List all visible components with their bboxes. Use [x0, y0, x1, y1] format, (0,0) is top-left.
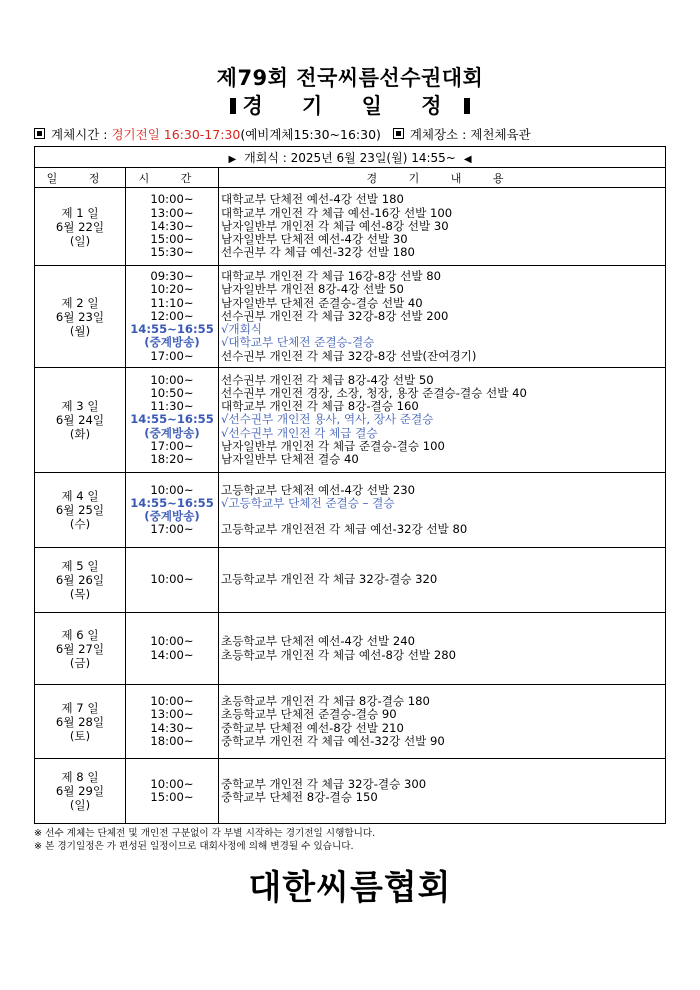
day-label-line: 6월 22일: [55, 219, 105, 234]
match-content: 중학교부 개인전 각 체급 32강-결승 300: [221, 776, 427, 791]
day-label-line: 제 2 일: [61, 295, 99, 310]
match-content: 초등학교부 개인전 각 체급 예선-8강 선발 280: [221, 647, 456, 662]
content-cell: [219, 685, 666, 759]
content-cell: [219, 548, 666, 613]
match-content: √개회식: [221, 322, 262, 337]
square-bullet-icon: [34, 128, 45, 139]
match-time: 10:00~: [150, 482, 194, 497]
organization-name: 대한씨름협회: [248, 868, 452, 908]
match-content: 중학교부 단체전 예선-8강 선발 210: [221, 720, 404, 735]
day-label-line: 6월 25일: [55, 503, 105, 517]
left-triangle-icon: ◀: [463, 153, 472, 165]
day-row: [35, 266, 666, 368]
match-content: √고등학교부 단체전 준결승 – 결승: [221, 495, 395, 510]
match-time: 10:00~: [150, 572, 194, 587]
match-content: 중학교부 개인전 각 체급 예선-32강 선발 90: [221, 733, 445, 748]
match-content: 남자일반부 개인전 8강-4강 선발 50: [221, 282, 404, 297]
content-cell: [219, 266, 666, 368]
day-label-line: 6월 27일: [55, 641, 105, 656]
day-row: [35, 759, 666, 824]
match-time: (중계방송): [144, 425, 200, 440]
weigh-in-info: [34, 125, 674, 143]
match-time: (중계방송): [144, 509, 200, 523]
weigh-backup-time: (예비계체15:30~16:30): [240, 127, 381, 142]
day-row: [35, 188, 666, 266]
match-content: 선수권부 개인전 경장, 소장, 청장, 용장 준결승-결승 선발 40: [221, 385, 527, 400]
match-time: 14:30~: [150, 720, 194, 735]
match-time: 10:20~: [150, 282, 194, 297]
match-content: 초등학교부 단체전 예선-4강 선발 240: [221, 634, 416, 649]
match-time: 15:00~: [150, 790, 194, 804]
content-cell: [219, 613, 666, 685]
match-content: √대학교부 단체전 준결승-결승: [221, 335, 375, 350]
header-day: 일 정: [35, 168, 126, 188]
subtitle-text: 경 기 일 정: [242, 94, 458, 118]
venue-label: 계체장소 :: [409, 127, 467, 142]
time-cell: [126, 368, 219, 473]
match-time: 13:00~: [150, 707, 194, 722]
match-time: (중계방송): [144, 335, 200, 350]
match-time: 14:30~: [150, 218, 194, 233]
match-time: 18:00~: [150, 733, 194, 748]
left-block-icon: [230, 98, 236, 114]
match-content: 고등학교부 단체전 예선-4강 선발 230: [221, 482, 416, 497]
time-cell: [126, 473, 219, 548]
day-label-line: 6월 29일: [55, 784, 105, 798]
table-header: [35, 168, 666, 188]
opening-ceremony-row: [35, 147, 666, 168]
match-content: 선수권부 개인전 각 체급 32강-8강 선발 200: [221, 308, 449, 323]
match-content: 대학교부 개인전 각 체급 8강-결승 160: [221, 399, 419, 414]
match-content: 남자일반부 단체전 예선-4강 선발 30: [221, 232, 408, 247]
match-content: 대학교부 개인전 각 체급 예선-16강 선발 100: [221, 205, 453, 220]
day-row: [35, 685, 666, 759]
match-time: 15:00~: [150, 232, 194, 247]
day-label-line: (토): [69, 728, 91, 743]
content-cell: [219, 759, 666, 824]
match-content: 초등학교부 개인전 각 체급 8강-결승 180: [221, 694, 430, 709]
time-cell: [126, 266, 219, 368]
weigh-time-label: 계체시간 :: [51, 127, 108, 142]
day-label: [35, 266, 126, 368]
match-content: 중학교부 단체전 8강-결승 150: [221, 790, 378, 804]
header-time: 시 간: [126, 168, 219, 188]
weigh-time-value: 경기전일 16:30-17:30: [111, 127, 241, 142]
match-time: 10:00~: [150, 776, 194, 791]
day-label-line: 제 3 일: [61, 399, 99, 413]
content-cell: [219, 473, 666, 548]
match-content: 초등학교부 단체전 준결승-결승 90: [221, 707, 397, 722]
match-time: 10:00~: [150, 372, 194, 387]
day-label: [35, 368, 126, 473]
day-label-line: (일): [69, 233, 91, 248]
match-time: 18:20~: [150, 452, 194, 466]
content-cell: [219, 368, 666, 473]
header-content: 경 기 내 용: [219, 168, 666, 188]
match-time: 14:55~16:55: [130, 322, 214, 337]
match-content: 남자일반부 개인전 각 체급 예선-8강 선발 30: [221, 218, 449, 233]
match-content: 남자일반부 단체전 준결승-결승 선발 40: [221, 295, 423, 310]
day-label-line: 제 6 일: [61, 627, 99, 642]
match-content: 선수권부 개인전 각 체급 8강-4강 선발 50: [221, 372, 434, 387]
match-time: 17:00~: [150, 522, 194, 537]
content-cell: [219, 188, 666, 266]
day-label: [35, 188, 126, 266]
match-time: 09:30~: [150, 269, 194, 284]
day-label: [35, 473, 126, 548]
day-row: [35, 473, 666, 548]
match-content: 대학교부 개인전 각 체급 16강-8강 선발 80: [221, 269, 441, 284]
time-cell: [126, 759, 219, 824]
match-content: 선수권부 각 체급 예선-32강 선발 180: [221, 245, 415, 260]
match-content: 남자일반부 개인전 각 체급 준결승-결승 100: [221, 438, 445, 453]
match-time: 14:55~16:55: [130, 495, 214, 510]
match-time: 17:00~: [150, 348, 194, 363]
day-label: [35, 548, 126, 613]
match-content: √선수권부 개인전 각 체급 결승: [221, 425, 378, 440]
day-label: [35, 759, 126, 824]
time-cell: [126, 548, 219, 613]
square-bullet-icon: [393, 128, 404, 139]
match-time: 14:00~: [150, 647, 194, 662]
match-time: 10:00~: [150, 694, 194, 709]
day-label-line: 6월 24일: [55, 413, 105, 427]
day-label-line: 제 8 일: [61, 770, 99, 784]
match-content: 남자일반부 단체전 결승 40: [221, 452, 359, 466]
day-label-line: (수): [69, 517, 91, 531]
footnote-1: ※ 선수 계체는 단체전 및 개인전 구분없이 각 부별 시작하는 경기전일 시행합니다.: [34, 828, 376, 839]
day-row: [35, 613, 666, 685]
day-row: [35, 548, 666, 613]
match-time: 15:30~: [150, 245, 194, 260]
day-label-line: (화): [69, 427, 91, 441]
venue-value: 제천체육관: [470, 127, 531, 142]
match-content: 고등학교부 개인전전 각 체급 예선-32강 선발 80: [221, 522, 468, 537]
day-label: [35, 613, 126, 685]
match-content: 고등학교부 개인전 각 체급 32강-결승 320: [221, 572, 438, 587]
match-time: 10:50~: [150, 385, 194, 400]
time-cell: [126, 188, 219, 266]
day-label: [35, 685, 126, 759]
page-subtitle: [0, 90, 700, 120]
day-label-line: 6월 28일: [55, 714, 105, 729]
footnote-2: ※ 본 경기일정은 가 편성된 일정이므로 대회사정에 의해 변경될 수 있습니다.: [34, 841, 354, 852]
match-time: 11:30~: [150, 399, 194, 414]
match-time: 12:00~: [150, 308, 194, 323]
match-content: √선수권부 개인전 용사, 역사, 장사 준결승: [221, 412, 434, 427]
match-time: 13:00~: [150, 205, 194, 220]
ceremony-text: 개회식 : 2025년 6월 23일(월) 14:55~: [244, 150, 456, 165]
match-time: 17:00~: [150, 438, 194, 453]
right-block-icon: [464, 98, 470, 114]
match-time: 11:10~: [150, 295, 194, 310]
day-label-line: 제 7 일: [61, 700, 99, 715]
day-label-line: 6월 26일: [55, 573, 105, 587]
time-cell: [126, 613, 219, 685]
day-label-line: 제 5 일: [61, 559, 99, 573]
match-time: 14:55~16:55: [130, 412, 214, 427]
day-label-line: 제 1 일: [61, 205, 99, 220]
day-label-line: (목): [69, 587, 91, 601]
right-triangle-icon: ▶: [228, 153, 237, 165]
day-label-line: 6월 23일: [55, 309, 105, 324]
day-label-line: (일): [69, 798, 91, 812]
match-time: 10:00~: [150, 634, 194, 649]
match-time: 10:00~: [150, 192, 194, 207]
day-row: [35, 368, 666, 473]
match-content: 선수권부 개인전 각 체급 32강-8강 선발(잔여경기): [221, 348, 477, 363]
match-content: 대학교부 단체전 예선-4강 선발 180: [221, 192, 404, 207]
time-cell: [126, 685, 219, 759]
page-title: 제79회 전국씨름선수권대회: [216, 66, 484, 90]
schedule-table: [34, 146, 666, 824]
day-label-line: 제 4 일: [61, 489, 99, 503]
day-label-line: (금): [69, 655, 91, 670]
day-label-line: (월): [69, 323, 91, 338]
